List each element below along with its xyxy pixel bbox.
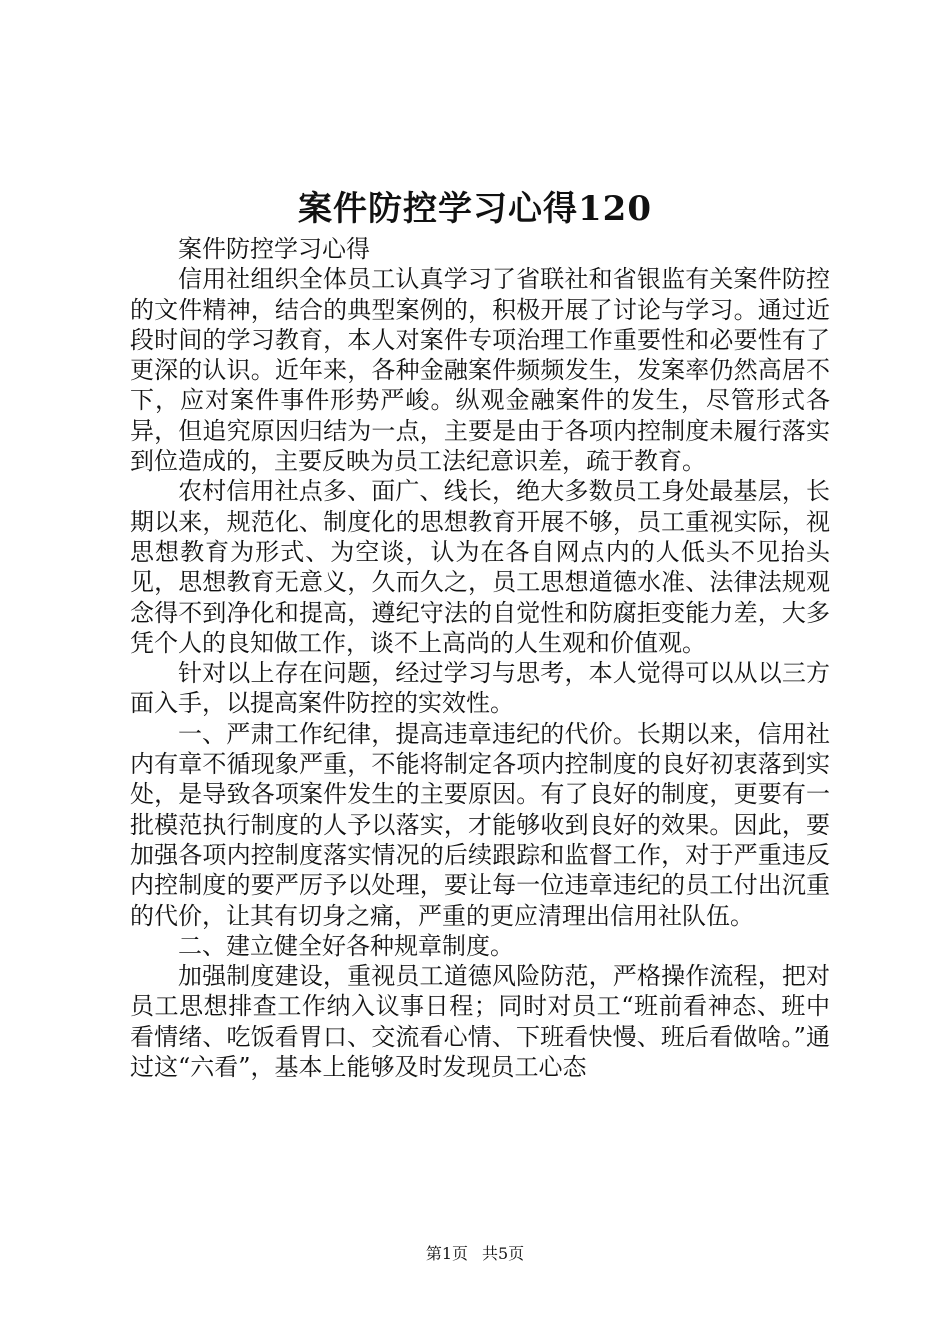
document-title: 案件防控学习心得120: [298, 189, 652, 229]
page-total: 共5页: [482, 1244, 525, 1263]
document-body: [130, 234, 830, 1082]
paragraph: 信用社组织全体员工认真学习了省联社和省银监有关案件防控的文件精神，结合的典型案例的，积极开展了讨论与学习。通过近段时间的学习教育，本人对案件专项治理工作重要性和必要性有了更深的认识。近年来，各种金融案件频频发生，发案率仍然高居不下，应对案件事件形势严峻。纵观金融案件的发生，尽管形式各异，但追究原因归结为一点，主要是由于各项内控制度未履行落实到位造成的，主要反映为员工法纪意识差，疏于教育。: [130, 265, 830, 476]
paragraph: 针对以上存在问题，经过学习与思考，本人觉得可以从以三方面入手，以提高案件防控的实效性。: [130, 659, 830, 718]
page-footer: [0, 1244, 950, 1264]
page-number: 第1页: [425, 1244, 468, 1263]
paragraph-heading: 二、建立健全好各种规章制度。: [178, 931, 514, 960]
paragraph: 加强制度建设，重视员工道德风险防范，严格操作流程，把对员工思想排查工作纳入议事日程；同时对员工“班前看神态、班中看情绪、吃饭看胃口、交流看心情、下班看快慢、班后看做啥。”通过这“六看”，基本上能够及时发现员工心态: [130, 962, 830, 1082]
paragraph: 农村信用社点多、面广、线长，绝大多数员工身处最基层，长期以来，规范化、制度化的思想教育开展不够，员工重视实际，视思想教育为形式、为空谈，认为在各自网点内的人低头不见抬头见，思想教育无意义，久而久之，员工思想道德水准、法律法规观念得不到净化和提高，遵纪守法的自觉性和防腐拒变能力差，大多凭个人的良知做工作，谈不上高尚的人生观和价值观。: [130, 477, 830, 657]
paragraph-subtitle: 案件防控学习心得: [178, 235, 370, 263]
paragraph: 一、严肃工作纪律，提高违章违纪的代价。长期以来，信用社内有章不循现象严重，不能将制定各项内控制度的良好初衷落到实处，是导致各项案件发生的主要原因。有了良好的制度，更要有一批模范执行制度的人予以落实，才能够收到良好的效果。因此，要加强各项内控制度落实情况的后续跟踪和监督工作，对于严重违反内控制度的要严厉予以处理，要让每一位违章违纪的员工付出沉重的代价，让其有切身之痛，严重的更应清理出信用社队伍。: [130, 719, 830, 930]
